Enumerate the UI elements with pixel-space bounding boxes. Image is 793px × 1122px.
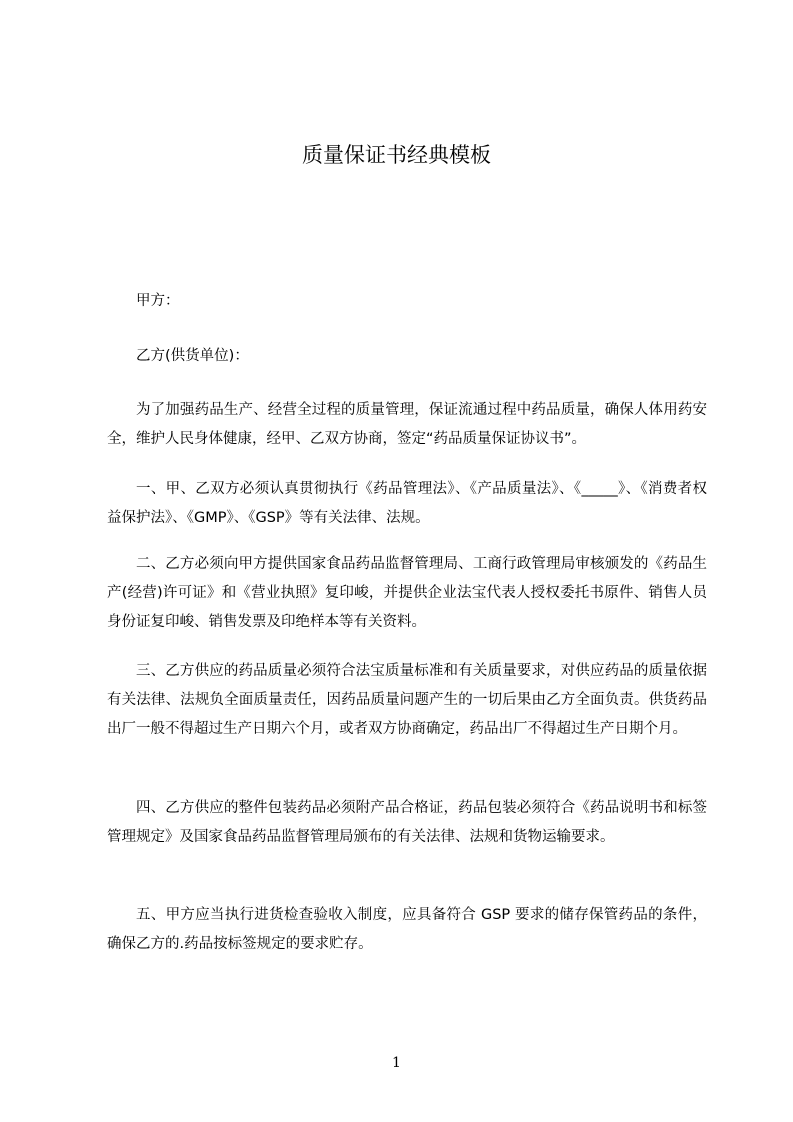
- clause-text: 一、甲、乙双方必须认真贯彻执行《药品管理法》、《产品质量法》、《_____》、《消费者权益保护法》、《GMP》、《GSP》等有关法律、法规。: [107, 481, 707, 526]
- party-b-line: [107, 342, 707, 371]
- clause-1: [107, 475, 707, 533]
- clause-5: [107, 901, 707, 959]
- clause-2: [107, 550, 707, 637]
- document-title: 质量保证书经典模板: [302, 143, 491, 167]
- clause-text: 四、乙方供应的整件包装药品必须附产品合格证，药品包装必须符合《药品说明书和标签管理规定》及国家食品药品监督管理局颁布的有关法律、法规和货物运输要求。: [107, 800, 707, 845]
- page-number: 1: [392, 1055, 401, 1071]
- clause-text: 五、甲方应当执行进货检查验收入制度，应具备符合 GSP 要求的储存保管药品的条件，确保乙方的.药品按标签规定的要求贮存。: [107, 907, 707, 952]
- party-a-line: [107, 287, 707, 316]
- clause-4: [107, 794, 707, 852]
- intro-text: 为了加强药品生产、经营全过程的质量管理，保证流通过程中药品质量，确保人体用药安全，维护人民身体健康，经甲、乙双方协商，签定“药品质量保证协议书”。: [107, 402, 707, 447]
- clause-text: 三、乙方供应的药品质量必须符合法宝质量标准和有关质量要求，对供应药品的质量依据有关法律、法规负全面质量责任，因药品质量问题产生的一切后果由乙方全面负责。供货药品出厂一般不得超过生产日期六个月，或者双方协商确定，药品出厂不得超过生产日期个月。: [107, 663, 707, 737]
- clause-3: [107, 657, 707, 744]
- intro-paragraph: [107, 396, 707, 454]
- party-b-label: 乙方(供货单位)：: [136, 348, 249, 364]
- clause-text: 二、乙方必须向甲方提供国家食品药品监督管理局、工商行政管理局审核颁发的《药品生产(经营)许可证》和《营业执照》复印峻，并提供企业法宝代表人授权委托书原件、销售人员身份证复印峻、销售发票及印绝样本等有关资料。: [107, 556, 707, 630]
- party-a-label: 甲方：: [136, 293, 180, 309]
